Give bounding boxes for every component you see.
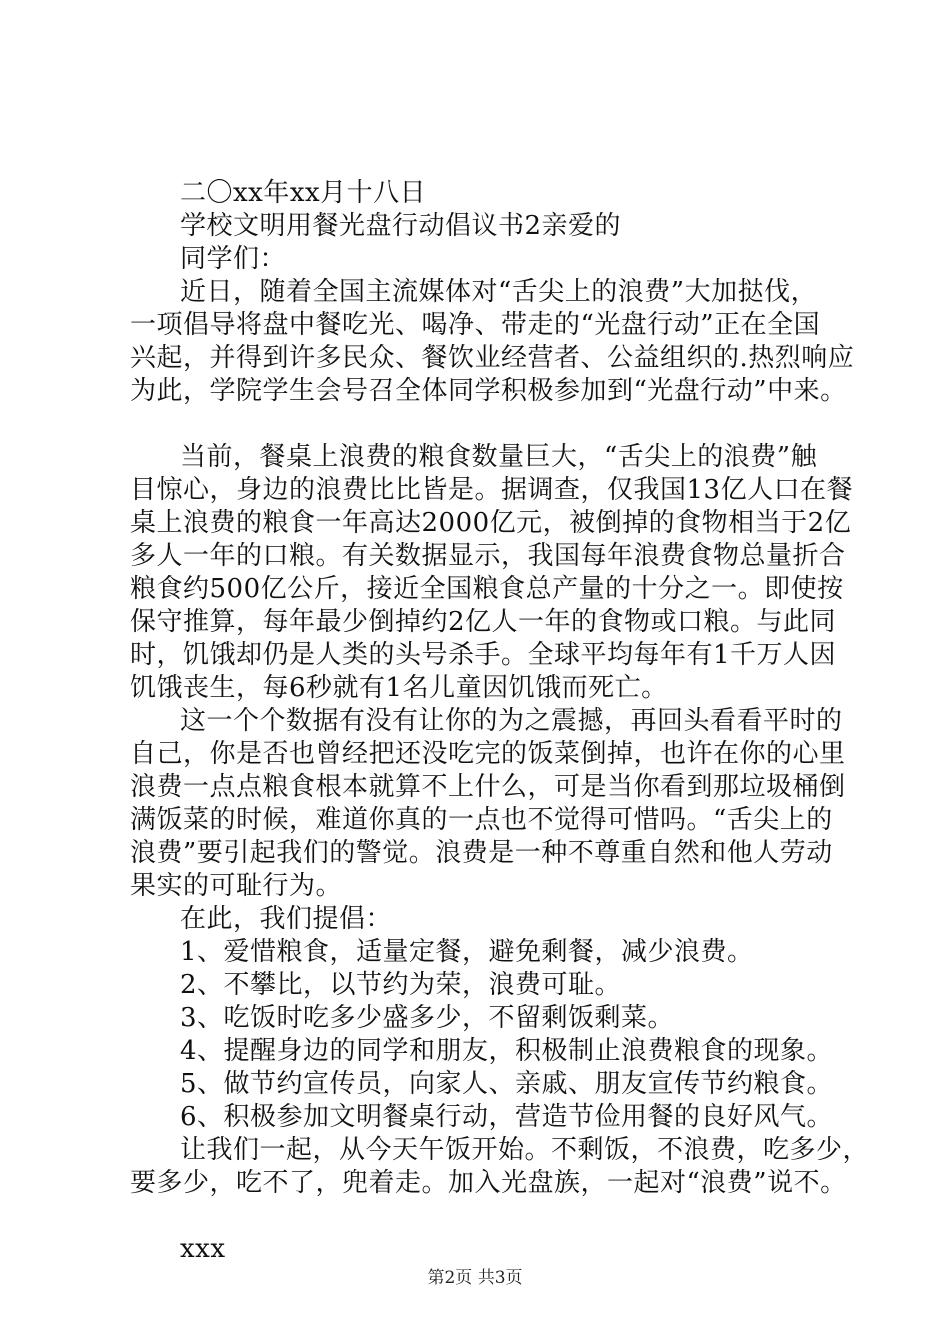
signature: xxx — [180, 1234, 226, 1264]
paragraph-line: 桌上浪费的粮食一年高达2000亿元，被倒掉的食物相当于2亿 — [130, 508, 852, 538]
paragraph-line: 一项倡导将盘中餐吃光、喝净、带走的“光盘行动”正在全国 — [130, 310, 821, 340]
paragraph-line: 果实的可耻行为。 — [130, 871, 343, 901]
list-item: 3、吃饭时吃多少盛多少，不留剩饭剩菜。 — [180, 1003, 675, 1033]
paragraph-line: 当前，餐桌上浪费的粮食数量巨大，“舌尖上的浪费”触 — [180, 442, 818, 472]
list-item: 5、做节约宣传员，向家人、亲戚、朋友宣传节约粮食。 — [180, 1069, 834, 1099]
paragraph-line: 满饭菜的时候，难道你真的一点也不觉得可惜吗。“舌尖上的 — [130, 805, 833, 835]
paragraph-line: 兴起，并得到许多民众、餐饮业经营者、公益组织的.热烈响应 — [130, 343, 855, 373]
paragraph-line: 饥饿丧生，每6秒就有1名儿童因饥饿而死亡。 — [130, 673, 668, 703]
list-item: 2、不攀比，以节约为荣，浪费可耻。 — [180, 970, 622, 1000]
list-item: 1、爱惜粮食，适量定餐，避免剩餐，减少浪费。 — [180, 937, 754, 967]
paragraph-line: 要多少，吃不了，兜着走。加入光盘族，一起对“浪费”说不。 — [130, 1168, 847, 1198]
advocate-intro: 在此，我们提倡： — [180, 904, 393, 934]
paragraph-line: 近日，随着全国主流媒体对“舌尖上的浪费”大加挞伐， — [180, 277, 818, 307]
paragraph-line: 多人一年的口粮。有关数据显示，我国每年浪费食物总量折合 — [130, 541, 846, 571]
list-item: 6、积极参加文明餐桌行动，营造节俭用餐的良好风气。 — [180, 1102, 834, 1132]
paragraph-line: 自己，你是否也曾经把还没吃完的饭菜倒掉，也许在你的心里 — [130, 739, 846, 769]
paragraph-line: 时，饥饿却仍是人类的头号杀手。全球平均每年有1千万人因 — [130, 640, 837, 670]
paragraph-line: 浪费一点点粮食根本就算不上什么，可是当你看到那垃圾桶倒 — [130, 772, 846, 802]
paragraph-line: 让我们一起，从今天午饭开始。不剩饭，不浪费，吃多少， — [180, 1135, 870, 1165]
salutation: 同学们： — [180, 244, 287, 274]
paragraph-line: 粮食约500亿公斤，接近全国粮食总产量的十分之一。即使按 — [130, 574, 844, 604]
paragraph-line: 浪费”要引起我们的警觉。浪费是一种不尊重自然和他人劳动 — [130, 838, 833, 868]
paragraph-line: 为此，学院学生会号召全体同学积极参加到“光盘行动”中来。 — [130, 376, 847, 406]
paragraph-line: 这一个个数据有没有让你的为之震撼，再回头看看平时的 — [180, 706, 843, 736]
paragraph-line: 保守推算，每年最少倒掉约2亿人一年的食物或口粮。与此同 — [130, 607, 837, 637]
document-title: 学校文明用餐光盘行动倡议书2亲爱的 — [180, 211, 622, 241]
date-line: 二〇xx年xx月十八日 — [180, 178, 427, 208]
page-number-footer: 第2页 共3页 — [427, 1268, 523, 1288]
list-item: 4、提醒身边的同学和朋友，积极制止浪费粮食的现象。 — [180, 1036, 834, 1066]
paragraph-line: 目惊心，身边的浪费比比皆是。据调查，仅我国13亿人口在餐 — [130, 475, 854, 505]
